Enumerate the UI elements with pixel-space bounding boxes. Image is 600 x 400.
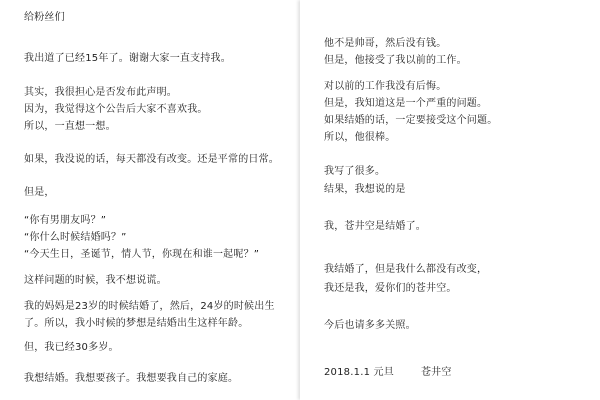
letter-line: 所以，一直想一想。 (24, 121, 116, 132)
letter-line: 了。所以，我小时候的梦想是结婚出生这样年龄。 (24, 318, 249, 329)
letter-line: 我结婚了，但是我什么都没有改变， (324, 264, 488, 275)
letter-line: 如果结婚的话，一定要接受这个问题。 (324, 115, 498, 126)
letter-line: 我写了很多。 (324, 166, 386, 177)
letter-signature: 2018.1.1 元旦 苍井空 (324, 367, 452, 378)
letter-line: 但是，我知道这是一个严重的问题。 (324, 98, 488, 109)
letter-line: 我，苍井空是结婚了。 (324, 221, 426, 232)
letter-line: 所以，他很棒。 (324, 132, 396, 143)
letter-line: 因为，我觉得这个公告后大家不喜欢我。 (24, 104, 208, 115)
letter-greeting: 给粉丝们 (24, 12, 65, 23)
letter-line: 今后也请多多关照。 (324, 320, 416, 331)
letter-line: 我还是我，爱你们的苍井空。 (324, 283, 457, 294)
letter-quote: “你什么时候结婚吗？” (24, 232, 127, 243)
letter-line: 我想结婚。我想要孩子。我想要我自己的家庭。 (24, 373, 239, 384)
letter-line: 但是，他接受了我以前的工作。 (324, 55, 467, 66)
letter-line: 但是， (24, 187, 55, 198)
letter-line: 如果，我没说的话，每天都没有改变。还是平常的日常。 (24, 154, 279, 165)
letter-right-column (300, 0, 600, 400)
letter-line: 结果，我想说的是 (324, 184, 406, 195)
letter-quote: “今天生日，圣诞节，情人节，你现在和谁一起呢？” (24, 249, 260, 260)
letter-line: 我出道了已经15年了。谢谢大家一直支持我。 (24, 53, 231, 64)
letter-line: 对以前的工作我没有后悔。 (324, 81, 447, 92)
letter-line: 这样问题的时候，我不想说谎。 (24, 275, 167, 286)
letter-line: 但，我已经30多岁。 (24, 342, 119, 353)
letter-line: 他不是帅哥，然后没有钱。 (324, 38, 447, 49)
letter-line: 其实，我很担心是否发布此声明。 (24, 87, 177, 98)
letter-line: 我的妈妈是23岁的时候结婚了，然后，24岁的时候出生 (24, 301, 275, 312)
letter-quote: “你有男朋友吗？” (24, 215, 107, 226)
